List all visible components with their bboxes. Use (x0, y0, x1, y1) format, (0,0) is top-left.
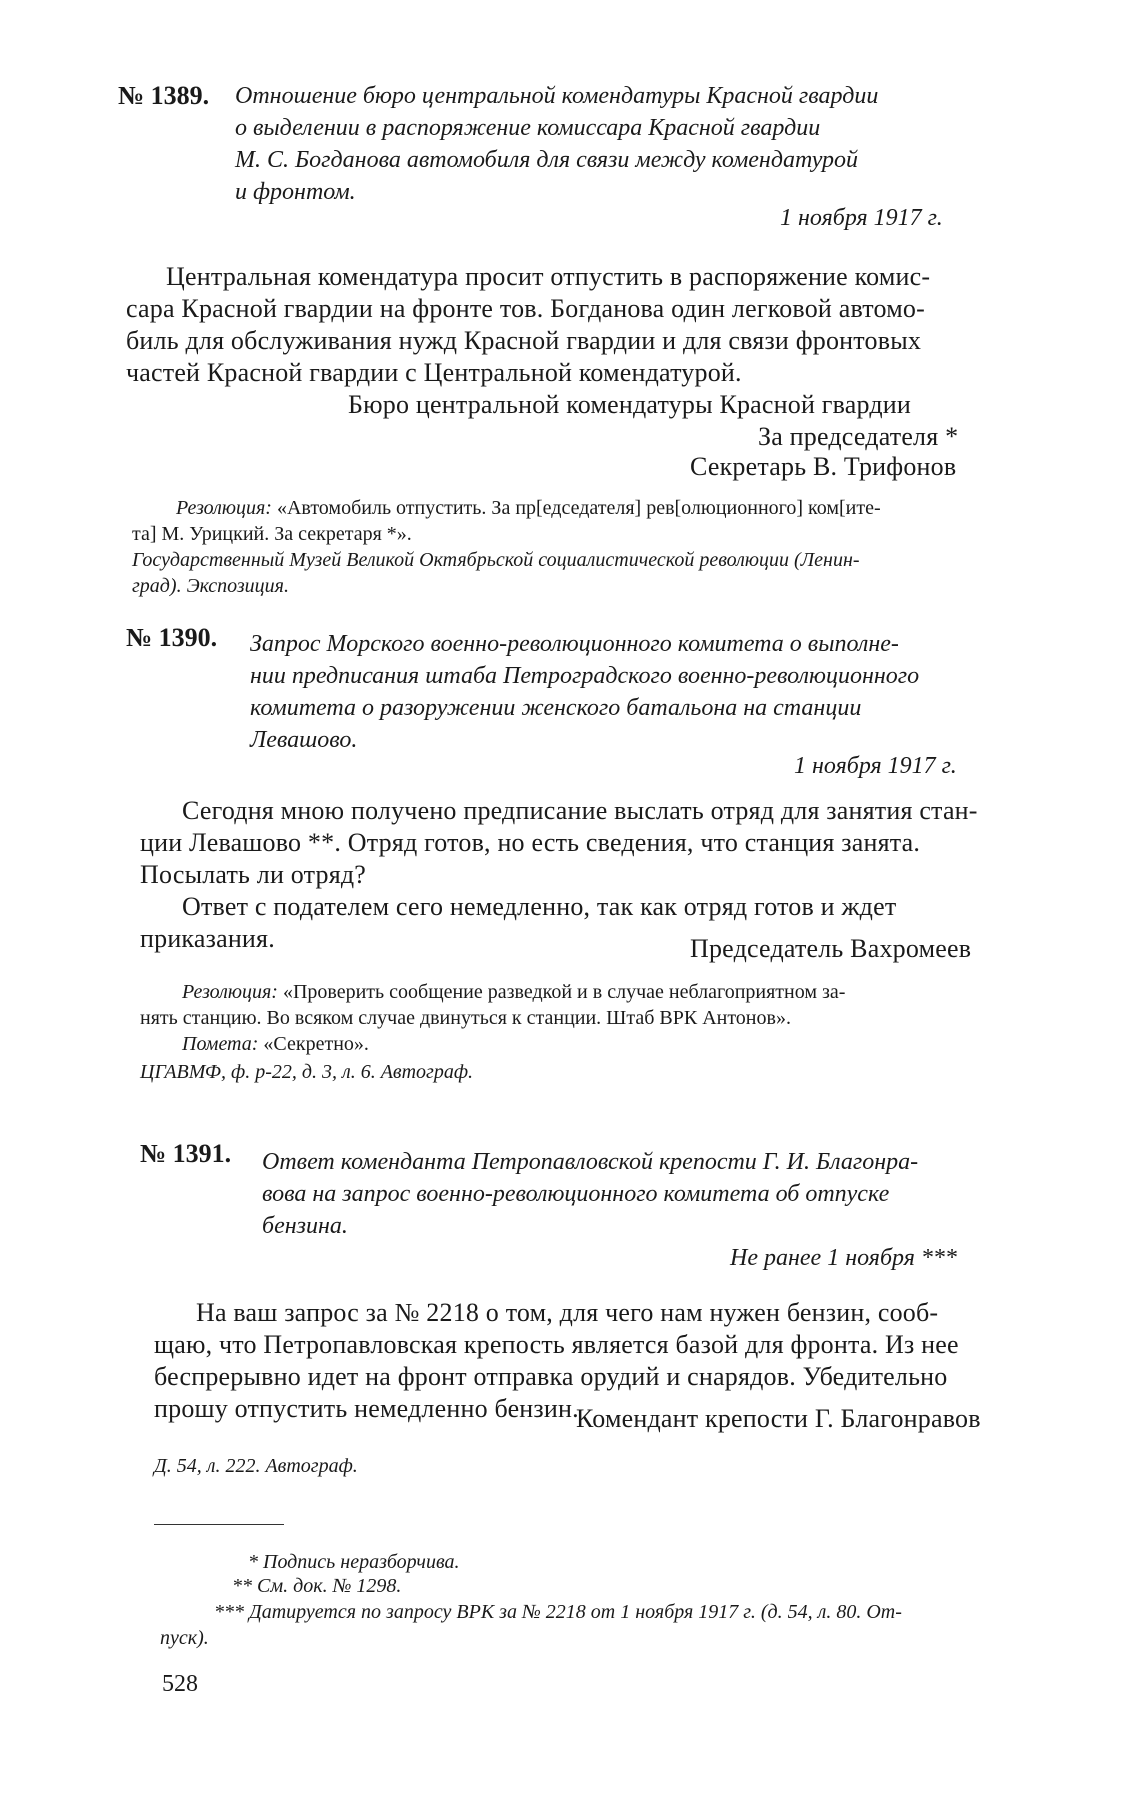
doc-body-line: Посылать ли отряд? (140, 860, 367, 889)
signature-line: Председатель Вахромеев (690, 934, 972, 963)
signature-line: Бюро центральной комендатуры Красной гвардии (348, 390, 912, 419)
doc-date: 1 ноября 1917 г. (794, 753, 957, 779)
doc-body-line: биль для обслуживания нужд Красной гвардии и для связи фронтовых (126, 326, 922, 355)
page-number: 528 (162, 1671, 198, 1697)
doc-body-line: На ваш запрос за № 2218 о том, для чего нам нужен бензин, сооб- (196, 1298, 939, 1327)
doc-title-line: комитета о разоружении женского батальона на станции (250, 695, 862, 721)
doc-number: № 1389. (118, 81, 210, 110)
source-line: Д. 54, л. 222. Автограф. (154, 1455, 358, 1477)
resolution-label: Резолюция: (176, 497, 272, 519)
doc-title-line: и фронтом. (235, 179, 356, 205)
doc-body-line: сара Красной гвардии на фронте тов. Богданова один легковой автомо- (126, 294, 925, 323)
doc-title-line: Левашово. (250, 727, 358, 753)
doc-title-line: о выделении в распоряжение комиссара Красной гвардии (235, 115, 821, 141)
resolution-line: та] М. Урицкий. За секретаря *». (132, 523, 412, 545)
doc-body-line: беспрерывно идет на фронт отправка орудий и снарядов. Убедительно (154, 1362, 948, 1391)
doc-title-line: Отношение бюро центральной комендатуры Красной гвардии (235, 83, 879, 109)
resolution-label: Резолюция: (182, 981, 278, 1003)
doc-title-line: бензина. (262, 1213, 348, 1239)
doc-body-line: ции Левашово **. Отряд готов, но есть сведения, что станция занята. (140, 828, 921, 857)
resolution-line: нять станцию. Во всяком случае двинуться к станции. Штаб ВРК Антонов». (140, 1007, 791, 1029)
source-line: град). Экспозиция. (132, 575, 289, 597)
footnote: пуск). (160, 1627, 209, 1649)
source-line: ЦГАВМФ, ф. р-22, д. 3, л. 6. Автограф. (140, 1061, 474, 1083)
doc-title-line: нии предписания штаба Петроградского военно-революционного (250, 663, 920, 689)
mark-label: Помета: (182, 1033, 259, 1055)
signature-line: Секретарь В. Трифонов (690, 452, 957, 481)
mark-line (182, 1032, 369, 1056)
resolution-text: «Автомобиль отпустить. За пр[едседателя] рев[олюционного] ком[ите- (276, 497, 881, 519)
mark-text: «Секретно». (263, 1033, 369, 1055)
doc-number: № 1390. (126, 623, 218, 652)
doc-title-line: Запрос Морского военно-революционного комитета о выполне- (250, 631, 899, 657)
resolution-text: «Проверить сообщение разведкой и в случае неблагоприятном за- (282, 981, 846, 1003)
signature-line: Комендант крепости Г. Благонравов (576, 1404, 981, 1433)
doc-body-line: прошу отпустить немедленно бензин. (154, 1394, 579, 1423)
doc-title-line: Ответ коменданта Петропавловской крепости Г. И. Благонра- (262, 1149, 919, 1175)
doc-body-line: Ответ с подателем сего немедленно, так как отряд готов и ждет (182, 892, 897, 921)
doc-body-line: частей Красной гвардии с Центральной комендатурой. (126, 358, 742, 387)
resolution-line (182, 980, 845, 1004)
source-line: Государственный Музей Великой Октябрьской социалистической революции (Ленин- (132, 549, 860, 571)
doc-body-line: щаю, что Петропавловская крепость является базой для фронта. Из нее (154, 1330, 959, 1359)
doc-title-line: вова на запрос военно-революционного комитета об отпуске (262, 1181, 890, 1207)
footnote-divider (154, 1524, 284, 1525)
doc-number: № 1391. (140, 1139, 232, 1168)
resolution-line (176, 496, 881, 520)
doc-body-line: приказания. (140, 924, 275, 953)
footnote: *** Датируется по запросу ВРК за № 2218 от 1 ноября 1917 г. (д. 54, л. 80. От- (214, 1601, 902, 1623)
doc-date: Не ранее 1 ноября *** (730, 1245, 957, 1271)
doc-date: 1 ноября 1917 г. (780, 205, 943, 231)
doc-body-line: Сегодня мною получено предписание выслать отряд для занятия стан- (182, 796, 978, 825)
footnote: * Подпись неразборчива. (248, 1551, 460, 1573)
signature-line: За председателя * (758, 422, 959, 451)
doc-body-line: Центральная комендатура просит отпустить в распоряжение комис- (166, 262, 931, 291)
footnote: ** См. док. № 1298. (232, 1575, 402, 1597)
doc-title-line: М. С. Богданова автомобиля для связи между комендатурой (235, 147, 859, 173)
